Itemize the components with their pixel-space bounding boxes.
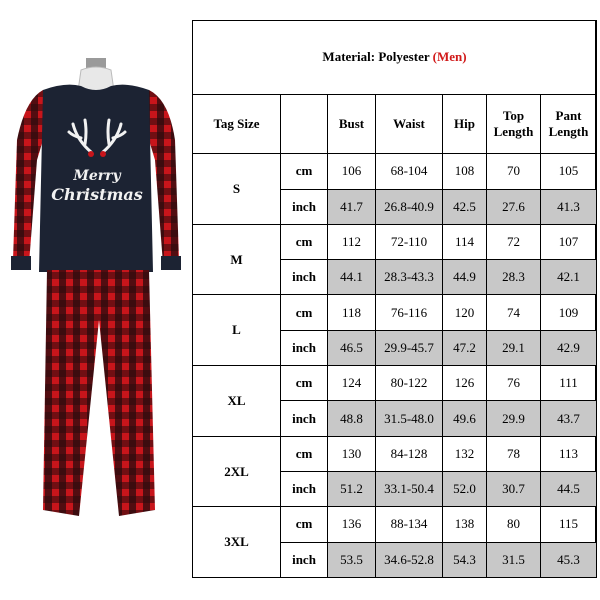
table-row [193,436,597,471]
product-photo-cell [3,20,193,578]
column-header: Waist [376,94,443,154]
measurement-cell: 126 [443,366,487,401]
left-cuff [11,256,31,270]
measurement-cell: 42.1 [541,260,597,295]
measurement-cell: 43.7 [541,401,597,436]
size-label: M [193,224,281,295]
measurement-cell: 29.9 [487,401,541,436]
measurement-cell: 41.7 [328,189,376,224]
measurement-cell: 70 [487,154,541,189]
column-header: Pant Length [541,94,597,154]
measurement-cell: 26.8-40.9 [376,189,443,224]
measurement-cell: 29.1 [487,330,541,365]
measurement-cell: 76 [487,366,541,401]
table-row [193,224,597,259]
unit-label: cm [281,154,328,189]
size-label: S [193,154,281,225]
measurement-cell: 45.3 [541,542,597,577]
table-row [193,507,597,542]
unit-label: inch [281,401,328,436]
measurement-cell: 136 [328,507,376,542]
berry [88,151,94,157]
measurement-cell: 107 [541,224,597,259]
measurement-cell: 51.2 [328,472,376,507]
berry [100,151,106,157]
table-title [193,21,597,95]
measurement-cell: 44.1 [328,260,376,295]
measurement-cell: 41.3 [541,189,597,224]
measurement-cell: 132 [443,436,487,471]
measurement-cell: 80-122 [376,366,443,401]
size-label: 3XL [193,507,281,578]
measurement-cell: 54.3 [443,542,487,577]
unit-label: cm [281,436,328,471]
unit-label: cm [281,224,328,259]
measurement-cell: 78 [487,436,541,471]
measurement-cell: 27.6 [487,189,541,224]
unit-label: inch [281,472,328,507]
column-header: Top Length [487,94,541,154]
gender-label: (Men) [432,49,467,65]
size-label: 2XL [193,436,281,507]
table-row [193,154,597,189]
measurement-cell: 42.9 [541,330,597,365]
material-label: Material: Polyester [322,49,430,65]
measurement-cell: 47.2 [443,330,487,365]
measurement-cell: 29.9-45.7 [376,330,443,365]
measurement-cell: 46.5 [328,330,376,365]
shirt-print-line1: Merry [73,168,121,184]
measurement-cell: 113 [541,436,597,471]
pants [43,270,155,516]
measurement-cell: 68-104 [376,154,443,189]
measurement-cell: 34.6-52.8 [376,542,443,577]
size-label: L [193,295,281,366]
column-header [281,94,328,154]
measurement-cell: 115 [541,507,597,542]
measurement-cell: 108 [443,154,487,189]
unit-label: cm [281,507,328,542]
column-header: Tag Size [193,94,281,154]
measurement-cell: 138 [443,507,487,542]
measurement-cell: 88-134 [376,507,443,542]
measurement-cell: 49.6 [443,401,487,436]
measurement-cell: 48.8 [328,401,376,436]
measurement-cell: 28.3-43.3 [376,260,443,295]
measurement-cell: 120 [443,295,487,330]
pajama-product-image [3,20,193,578]
measurement-cell: 109 [541,295,597,330]
measurement-cell: 112 [328,224,376,259]
column-header: Bust [328,94,376,154]
measurement-cell: 76-116 [376,295,443,330]
measurement-cell: 33.1-50.4 [376,472,443,507]
measurement-cell: 31.5-48.0 [376,401,443,436]
measurement-cell: 28.3 [487,260,541,295]
unit-label: cm [281,295,328,330]
measurement-cell: 44.9 [443,260,487,295]
right-cuff [161,256,181,270]
table-row [193,366,597,401]
measurement-cell: 30.7 [487,472,541,507]
measurement-cell: 52.0 [443,472,487,507]
measurement-cell: 118 [328,295,376,330]
measurement-cell: 44.5 [541,472,597,507]
unit-label: cm [281,366,328,401]
measurement-cell: 80 [487,507,541,542]
measurement-cell: 72 [487,224,541,259]
measurement-cell: 114 [443,224,487,259]
unit-label: inch [281,330,328,365]
measurement-cell: 31.5 [487,542,541,577]
unit-label: inch [281,542,328,577]
measurement-cell: 84-128 [376,436,443,471]
measurement-cell: 72-110 [376,224,443,259]
table-row [193,295,597,330]
unit-label: inch [281,189,328,224]
measurement-cell: 124 [328,366,376,401]
shirt-print-line2: Christmas [51,185,143,204]
measurement-cell: 74 [487,295,541,330]
size-chart-table [192,20,597,578]
column-header: Hip [443,94,487,154]
measurement-cell: 53.5 [328,542,376,577]
unit-label: inch [281,260,328,295]
measurement-cell: 106 [328,154,376,189]
measurement-cell: 130 [328,436,376,471]
size-label: XL [193,366,281,437]
measurement-cell: 105 [541,154,597,189]
measurement-cell: 42.5 [443,189,487,224]
measurement-cell: 111 [541,366,597,401]
header-row [193,94,597,154]
